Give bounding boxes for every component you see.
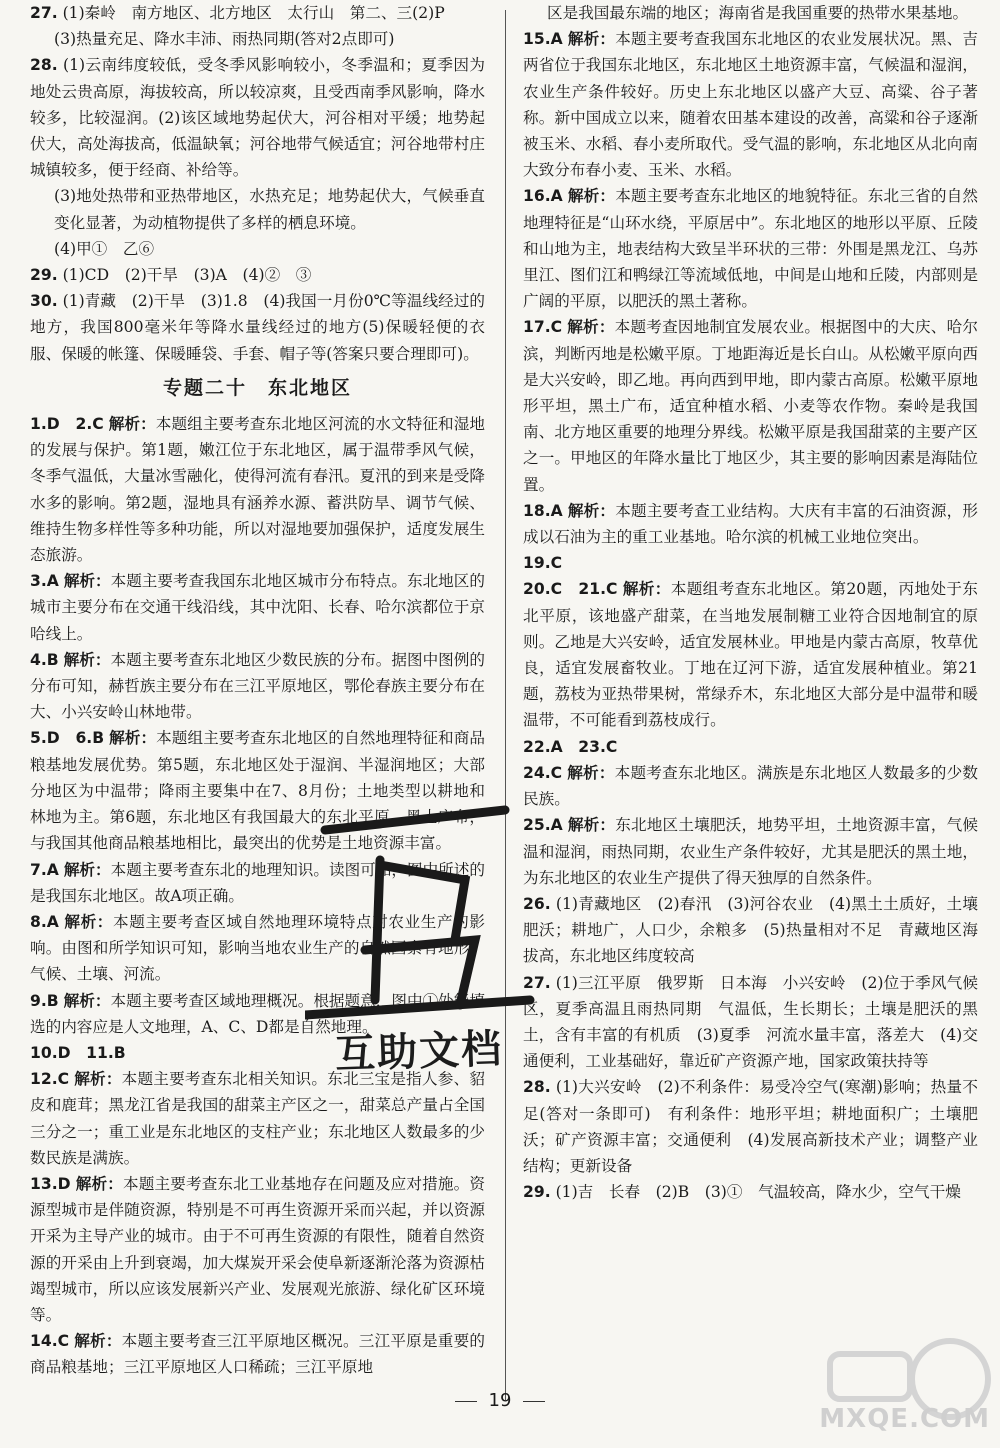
answer-text: 本题主要考查区域地理概况。根据题意，图中①处能填选的内容应是人文地理，A、C、D都是自然地理。 <box>30 991 485 1036</box>
column-divider <box>505 10 506 1400</box>
question-number: 27. <box>523 973 551 992</box>
question-number: 28. <box>523 1078 551 1097</box>
answer-item <box>523 314 978 497</box>
left-early-answers <box>30 0 485 367</box>
answer-item <box>523 734 978 760</box>
analysis-label: 解析： <box>567 29 616 49</box>
question-number: 28. <box>30 56 58 75</box>
analysis-label: 解析： <box>567 500 616 520</box>
question-number: 13.D <box>30 1174 71 1193</box>
question-number: 25.A <box>523 816 563 835</box>
answer-item <box>30 262 485 288</box>
answer-text: 本题考查因地制宜发展农业。根据图中的大庆、哈尔滨，判断丙地是松嫩平原。丁地距海近是长白山。从松嫩平原向西是大兴安岭，即乙地。再向西到甲地，即内蒙古高原。松嫩平原地形平坦，黑土广布，适宜种植水稻、小麦等农作物。秦岭是我国南、北方地区重要的地理分界线。松嫩平原是我国甜菜的主要产区之一。甲地区的年降水量比丁地区少，其主要的影响因素是海陆位置。 <box>523 318 978 494</box>
answer-item <box>30 236 485 262</box>
section-title: 专题二十 东北地区 <box>162 376 352 399</box>
analysis-label: 解析： <box>63 571 111 591</box>
analysis-label: 解析： <box>108 414 156 434</box>
question-number: 24.C <box>523 763 563 782</box>
answer-text: 本题组主要考查东北地区河流的水文特征和湿地的发展与保护。第1题，嫩江位于东北地区，属于温带季风气候，冬季气温低，大量冰雪融化，使得河流有春汛。夏汛的到来是受降水多的影响。第2题，湿地具有涵养水源、蓄洪防旱、调节气候、维持生物多样性等多种功能，所以对湿地要加强保护，适度发展生态旅游。 <box>30 415 485 565</box>
answer-item <box>30 725 485 856</box>
question-number: 16.A <box>523 187 563 206</box>
question-number: 19.C <box>523 554 563 573</box>
answer-text: (1)三江平原 俄罗斯 日本海 小兴安岭 (2)位于季风气候区，夏季高温且雨热同期 气温低，生长期长；土壤是肥沃的黑土，含有丰富的有机质 (3)夏季 河流水量丰富，落差大 (4)交通便利，工业基础好，靠近矿产资源产地，国家政策扶持等 <box>523 973 978 1071</box>
answer-item <box>30 647 485 726</box>
analysis-label: 解析： <box>64 911 114 931</box>
question-number: 8.A <box>30 912 59 931</box>
question-number: 17.C <box>523 318 563 337</box>
answer-item <box>523 970 978 1075</box>
answer-text: 本题主要考查东北相关知识。东北三宝是指人参、貂皮和鹿茸；黑龙江省是我国的甜菜主产区之一，甜菜总产量占全国三分之一；重工业是东北地区的支柱产业；东北地区人数最多的少数民族是满族。 <box>30 1070 485 1167</box>
question-number: 9.B <box>30 991 59 1010</box>
answer-text: 东北地区土壤肥沃，地势平坦，土地资源丰富，气候温和湿润，雨热同期，农业生产条件较好，尤其是肥沃的黑土地，为东北地区的农业生产提供了得天独厚的自然条件。 <box>523 816 978 887</box>
continued-text <box>523 0 978 26</box>
right-answer-list <box>523 26 978 1205</box>
analysis-label: 解析： <box>74 1069 122 1089</box>
analysis-label: 解析： <box>75 1173 123 1193</box>
answer-item <box>30 857 485 909</box>
answer-item <box>30 1066 485 1171</box>
answer-text: (4)甲① 乙⑥ <box>54 239 155 258</box>
question-number: 20.C 21.C <box>523 580 618 599</box>
analysis-label: 解析： <box>567 317 615 337</box>
answer-text: 本题考查东北地区。满族是东北地区人数最多的少数民族。 <box>523 763 978 809</box>
corner-logo-text: MXQE.COM <box>819 1404 990 1434</box>
answer-item <box>523 812 978 891</box>
answer-item <box>30 411 485 568</box>
question-number: 29. <box>523 1183 551 1202</box>
question-number: 14.C <box>30 1332 70 1351</box>
question-number: 7.A <box>30 860 59 879</box>
answer-item <box>30 26 485 52</box>
answer-item <box>523 26 978 183</box>
right-column <box>523 0 978 1384</box>
analysis-label: 解析： <box>567 815 616 835</box>
answer-text: 本题主要考查东北工业基地存在问题及应对措施。资源型城市是伴随资源，特别是不可再生资源开采而兴起，并以资源开采为主导产业的城市。由于不可再生资源的有限性，随着自然资源的开采由上升到衰竭，加大煤炭开采会使阜新逐渐沦落为资源枯竭型城市，所以应该发展新兴产业、发展观光旅游、绿化矿区环境等。 <box>30 1174 485 1324</box>
answer-text: (1)CD (2)干旱 (3)A (4)② ③ <box>62 266 312 285</box>
answer-text: 本题组考查东北地区。第20题，丙地处于东北平原，该地盛产甜菜，在当地发展制糖工业符合因地制宜的原则。乙地是大兴安岭，适宜发展林业。甲地是内蒙古高原，牧草优良，适宜发展畜牧业。丁地在辽河下游，适宜发展种植业。第21题，荔枝为亚热带果树，常绿乔木，东北地区大部分是中温带和暖温带，不可能看到荔枝成行。 <box>523 580 978 730</box>
answer-item <box>30 909 485 988</box>
question-number: 12.C <box>30 1070 70 1089</box>
answer-text: (1)云南纬度较低，受冬季风影响较小，冬季温和；夏季因为地处云贵高原，海拔较高，所以较凉爽，且受西南季风影响，降水较多，比较湿润。(2)该区域地势起伏大，河谷相对平缓；地势起伏大，高处海拔高，低温缺氧；河谷地带气候适宜；河谷地带村庄城镇较多，便于经商、补给等。 <box>30 56 485 180</box>
analysis-label: 解析： <box>63 649 111 669</box>
answer-text: 本题主要考查我国东北地区的农业发展状况。黑、吉两省位于我国东北地区，东北地区土地资源丰富，气候温和湿润，农业生产条件较好。历史上东北地区以盛产大豆、高粱、谷子著称。新中国成立以来，随着农田基本建设的改善，高粱和谷子逐渐被玉米、水稻、春小麦所取代。受气温的影响，东北地区从北向南大致分布春小麦、玉米、水稻。 <box>523 30 978 180</box>
answer-item <box>30 1328 485 1380</box>
answer-item <box>523 1179 978 1205</box>
question-number: 26. <box>523 894 551 913</box>
question-number: 27. <box>30 4 58 22</box>
answer-item <box>30 288 485 367</box>
answer-item <box>30 1171 485 1328</box>
analysis-label: 解析： <box>109 728 157 748</box>
analysis-label: 解析： <box>63 990 111 1010</box>
question-number: 1.D 2.C <box>30 415 104 434</box>
answer-item <box>30 568 485 647</box>
answer-text: 本题主要考查东北的地理知识。读图可知，图中所述的是我国东北地区。故A项正确。 <box>30 860 485 905</box>
answer-text: 本题主要考查东北地区少数民族的分布。据图中图例的分布可知，赫哲族主要分布在三江平原地区，鄂伦春族主要分布在大、小兴安岭山林地带。 <box>30 650 485 722</box>
answer-text: (1)吉 长春 (2)B (3)① 气温较高，降水少，空气干燥 <box>555 1183 961 1202</box>
answer-item <box>523 576 978 733</box>
answer-text: 本题主要考查区域自然地理环境特点对农业生产的影响。由图和所学知识可知，影响当地农业生产的自然因素有地形、气候、土壤、河流。 <box>30 912 485 984</box>
answer-item <box>523 498 978 550</box>
watermark-text: 互助文档 <box>334 1026 504 1078</box>
answer-item <box>523 760 978 812</box>
answer-item <box>523 183 978 314</box>
question-number: 30. <box>30 292 58 311</box>
analysis-label: 解析： <box>567 186 616 206</box>
answer-text: 本题主要考查三江平原地区概况。三江平原是重要的商品粮基地；三江平原地区人口稀疏；三江平原地 <box>30 1332 485 1377</box>
answer-item <box>30 52 485 183</box>
answer-text: (3)地处热带和亚热带地区，水热充足；地势起伏大，气候垂直变化显著，为动植物提供了多样的栖息环境。 <box>54 187 485 232</box>
answer-text: 本题主要考查东北地区的地貌特征。东北三省的自然地理特征是“山环水绕，平原居中”。东北地区的地形以平原、丘陵和山地为主，地表结构大致呈半环状的三带：外围是黑龙江、乌苏里江、图们江和鸭绿江等流域低地，中间是山地和丘陵，内部则是广阔的平原，以肥沃的黑土著称。 <box>523 187 978 311</box>
question-number: 10.D 11.B <box>30 1043 126 1062</box>
answer-item <box>523 550 978 576</box>
answer-text: (3)热量充足、降水丰沛、雨热同期(答对2点即可) <box>54 30 395 49</box>
answer-item <box>523 891 978 970</box>
answer-text: 本题主要考查我国东北地区城市分布特点。东北地区的城市主要分布在交通干线沿线，其中沈阳、长春、哈尔滨都位于京哈线上。 <box>30 572 485 643</box>
answer-text: (1)秦岭 南方地区、北方地区 太行山 第二、三(2)P <box>62 4 445 22</box>
page-number: 19 <box>0 1390 1000 1411</box>
left-answer-list <box>30 411 485 1381</box>
question-number: 3.A <box>30 572 59 591</box>
analysis-label: 解析： <box>74 1331 122 1351</box>
answer-item <box>523 1074 978 1179</box>
answer-item <box>30 183 485 235</box>
analysis-label: 解析： <box>622 579 671 599</box>
question-number: 18.A <box>523 501 563 520</box>
answer-text: 本题组主要考查东北地区的自然地理特征和商品粮基地发展优势。第5题，东北地区处于湿润、半湿润地区；大部分地区为中温带；降雨主要集中在7、8月份；土地类型以耕地和林地为主。第6题，东北地区有我国最大的东北平原，黑土广布，与我国其他商品粮基地相比，最突出的优势是土地资源丰富。 <box>30 729 485 853</box>
answer-text: (1)青藏 (2)干旱 (3)1.8 (4)我国一月份0℃等温线经过的地方，我国800毫米年等降水量线经过的地方(5)保暖轻便的衣服、保暖的帐篷、保暖睡袋、手套、帽子等(答案只要合理即可)。 <box>30 292 485 363</box>
left-column <box>30 0 485 1384</box>
question-number: 22.A 23.C <box>523 737 618 756</box>
analysis-label: 解析： <box>63 859 111 879</box>
answer-text: (1)大兴安岭 (2)不利条件：易受冷空气(寒潮)影响；热量不足(答对一条即可) 有利条件：地形平坦；耕地面积广；土壤肥沃；矿产资源丰富；交通便利 (4)发展高新技术产业；调整产业结构；更新设备 <box>523 1078 978 1175</box>
answer-item <box>30 0 485 26</box>
question-number: 29. <box>30 266 58 285</box>
question-number: 4.B <box>30 650 59 669</box>
analysis-label: 解析： <box>567 762 615 782</box>
answer-text: (1)青藏地区 (2)春汛 (3)河谷农业 (4)黑土土质好，土壤肥沃；耕地广，人口少，余粮多 (5)热量相对不足 青藏地区海拔高，东北地区纬度较高 <box>523 894 978 966</box>
answer-text: 本题主要考查工业结构。大庆有丰富的石油资源，形成以石油为主的重工业基地。哈尔滨的机械工业地位突出。 <box>523 501 978 547</box>
question-number: 15.A <box>523 30 563 49</box>
question-number: 5.D 6.B <box>30 729 105 748</box>
continuation-text: 区是我国最东端的地区；海南省是我国重要的热带水果基地。 <box>547 4 969 22</box>
